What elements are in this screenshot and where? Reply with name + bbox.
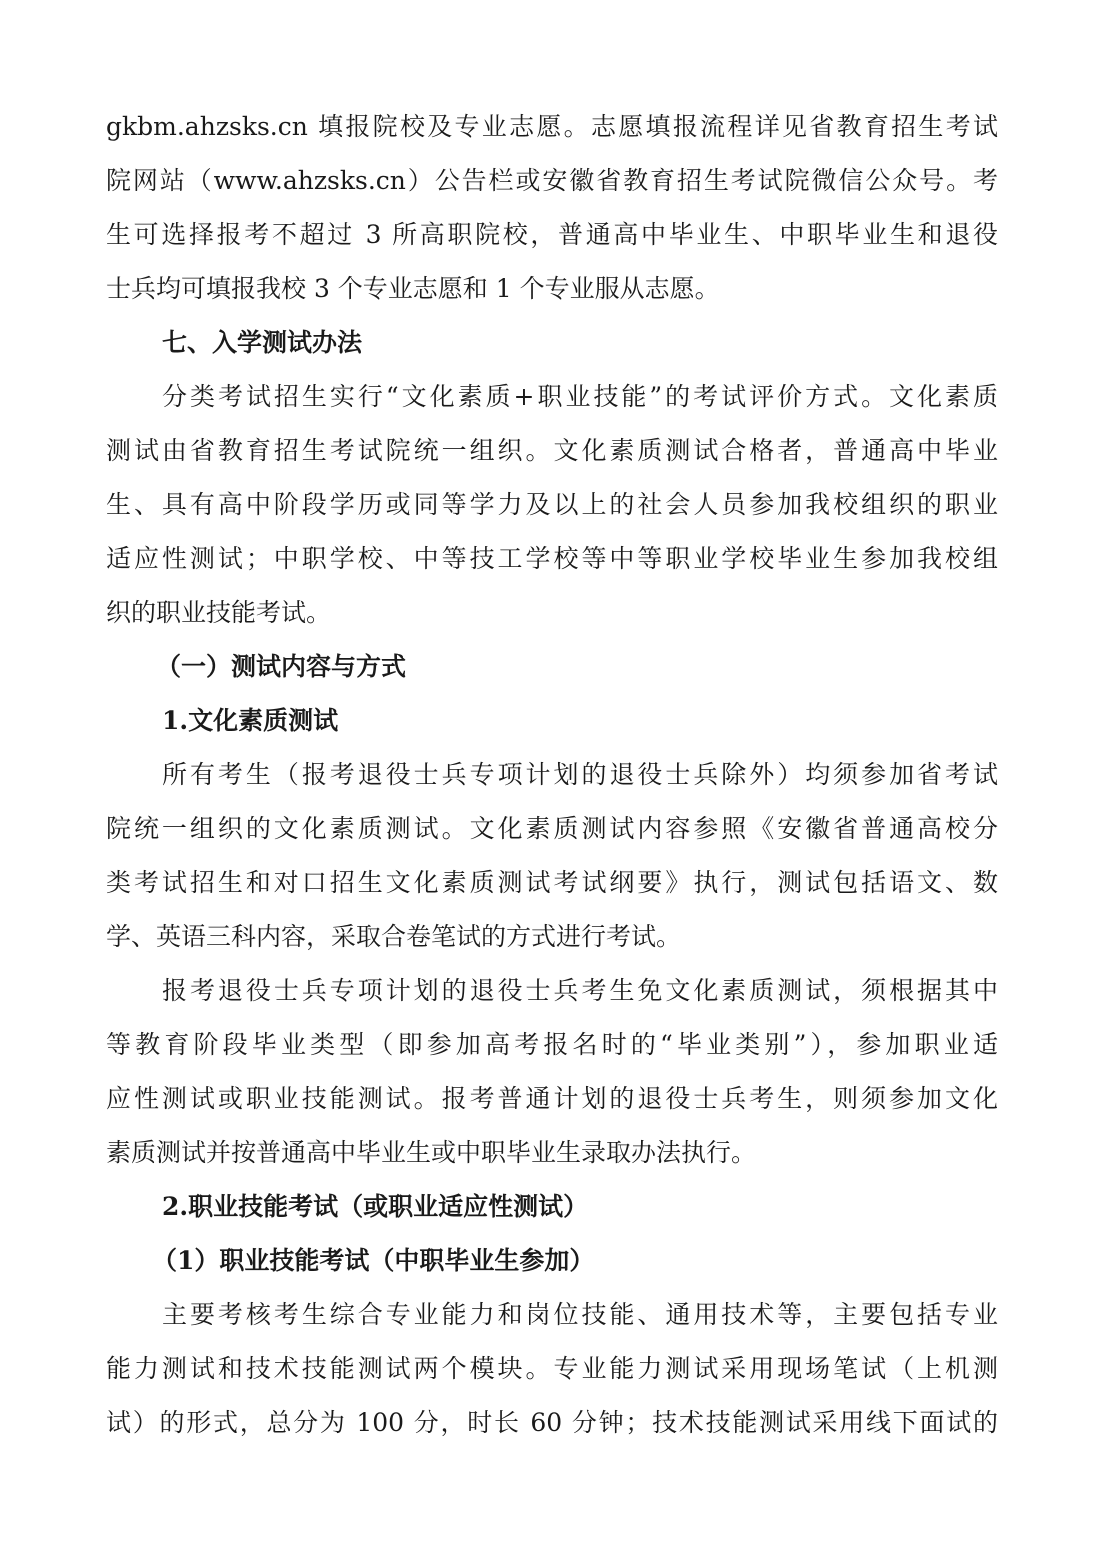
paragraph-line: 应性测试或职业技能测试。报考普通计划的退役士兵考生，则须参加文化 xyxy=(106,1084,998,1113)
paragraph-line: 士兵均可填报我校 3 个专业志愿和 1 个专业服从志愿。 xyxy=(106,274,720,303)
paragraph-line: 生可选择报考不超过 3 所高职院校，普通高中毕业生、中职毕业生和退役 xyxy=(106,220,998,249)
document-page xyxy=(106,100,998,1450)
paragraph-line: 报考退役士兵专项计划的退役士兵考生免文化素质测试，须根据其中 xyxy=(162,976,998,1005)
subsubsection-heading: 1.文化素质测试 xyxy=(162,706,339,735)
paragraph-line: 等教育阶段毕业类型（即参加高考报名时的“毕业类别”），参加职业适 xyxy=(106,1030,998,1059)
paragraph-line: 所有考生（报考退役士兵专项计划的退役士兵除外）均须参加省考试 xyxy=(162,760,998,789)
paragraph-line: 院网站（www.ahzsks.cn）公告栏或安徽省教育招生考试院微信公众号。考 xyxy=(106,166,998,195)
subsubsection-heading: 2.职业技能考试（或职业适应性测试） xyxy=(162,1192,589,1221)
paragraph-line: 学、英语三科内容，采取合卷笔试的方式进行考试。 xyxy=(106,922,682,951)
paragraph-line: 生、具有高中阶段学历或同等学力及以上的社会人员参加我校组织的职业 xyxy=(106,490,998,519)
paragraph-line: 试）的形式，总分为 100 分，时长 60 分钟；技术技能测试采用线下面试的 xyxy=(106,1408,998,1437)
paragraph-line: 分类考试招生实行“文化素质+职业技能”的考试评价方式。文化素质 xyxy=(162,382,998,411)
item-heading: （1）职业技能考试（中职毕业生参加） xyxy=(152,1246,595,1275)
paragraph-line: gkbm.ahzsks.cn 填报院校及专业志愿。志愿填报流程详见省教育招生考试 xyxy=(106,112,998,141)
paragraph-line: 能力测试和技术技能测试两个模块。专业能力测试采用现场笔试（上机测 xyxy=(106,1354,998,1383)
subsection-heading: （一）测试内容与方式 xyxy=(156,652,407,681)
paragraph-line: 适应性测试；中职学校、中等技工学校等中等职业学校毕业生参加我校组 xyxy=(106,544,998,573)
paragraph-line: 织的职业技能考试。 xyxy=(106,598,332,627)
paragraph-line: 测试由省教育招生考试院统一组织。文化素质测试合格者，普通高中毕业 xyxy=(106,436,998,465)
paragraph-line: 院统一组织的文化素质测试。文化素质测试内容参照《安徽省普通高校分 xyxy=(106,814,998,843)
paragraph-line: 素质测试并按普通高中毕业生或中职毕业生录取办法执行。 xyxy=(106,1138,757,1167)
paragraph-line: 类考试招生和对口招生文化素质测试考试纲要》执行，测试包括语文、数 xyxy=(106,868,998,897)
paragraph-line: 主要考核考生综合专业能力和岗位技能、通用技术等，主要包括专业 xyxy=(162,1300,998,1329)
section-heading-7: 七、入学测试办法 xyxy=(162,328,363,357)
